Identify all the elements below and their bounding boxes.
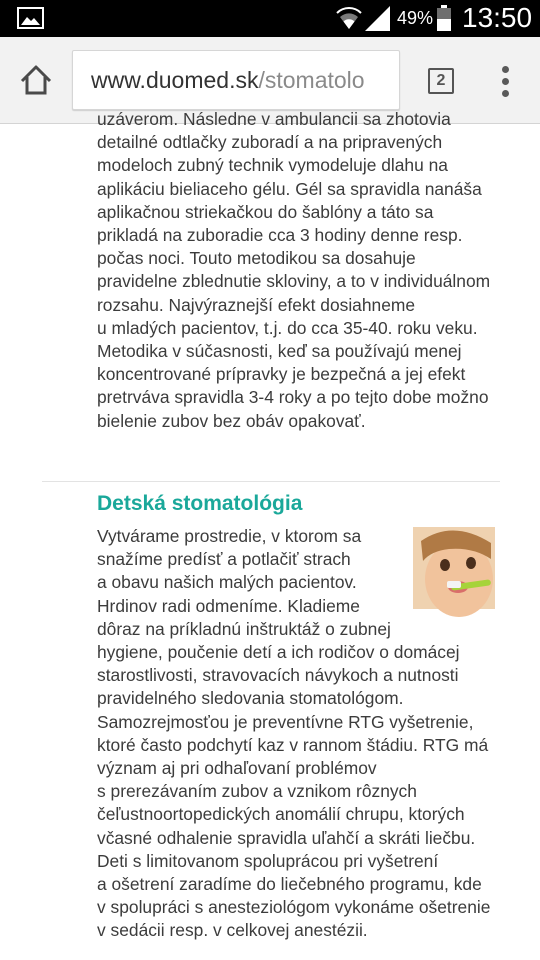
- text-line: bielenie zubov bez obáv opakovať.: [97, 410, 366, 431]
- text-line: v spolupráci s anesteziológom vykonáme ošetrenie: [97, 897, 491, 918]
- clock: 13:50: [462, 2, 533, 33]
- text-line: a obavu našich malých pacientov.: [97, 572, 357, 593]
- text-line: aplikačnou striekačkou do šablóny a táto sa: [97, 201, 434, 222]
- text-line: Metodika v súčasnosti, keď sa používajú menej: [97, 341, 462, 362]
- text-line: pretrváva spravidla 3-4 roky a po tejto dobe možno: [97, 387, 489, 408]
- text-line: aplikáciu bieliaceho gélu. Gél sa spravidla nanáša: [97, 178, 482, 199]
- text-line: Vytvárame prostredie, v ktorom sa: [97, 526, 362, 546]
- text-line: hygiene, poučenie detí a ich rodičov o domácej: [97, 642, 460, 663]
- signal-icon: [364, 6, 390, 31]
- url-text: [91, 66, 365, 94]
- text-line: Hrdinov radi odmeníme. Kladieme: [97, 595, 360, 616]
- text-line: pravidelne zblednutie skloviny, a to v individuálnom: [97, 271, 491, 292]
- home-icon[interactable]: [18, 62, 54, 98]
- text-line: včasné odhalenie spravidla uľahčí a skráti liečbu.: [97, 827, 476, 848]
- page-content: [0, 109, 540, 960]
- battery-percentage: 49%: [397, 8, 434, 28]
- text-line: dôraz na príkladnú inštruktáž o zubnej: [97, 618, 391, 639]
- text-line: koncentrované prípravky je bezpečná a jej efekt: [97, 364, 466, 385]
- text-line: a ošetrení zaradíme do liečebného programu, kde: [97, 874, 482, 895]
- text-line: pravidelného sledovania stomatológom.: [97, 688, 404, 709]
- text-line: ktoré často podchytí kaz v rannom štádiu. RTG má: [97, 734, 489, 755]
- section-divider: [42, 481, 500, 482]
- pediatric-paragraph: [97, 525, 507, 943]
- text-line: u mladých pacientov, t.j. do cca 35-40. roku veku.: [97, 317, 478, 338]
- text-line: uzáverom. Následne v ambulancii sa zhotovia: [97, 109, 451, 129]
- section-title: Detská stomatológia: [97, 492, 303, 515]
- text-line: Deti s limitovanom spoluprácou pri vyšetrení: [97, 850, 439, 871]
- url-bar[interactable]: [72, 50, 400, 110]
- text-line: s prerezávaním zubov a vznikom rôznych: [97, 781, 417, 802]
- text-line: rozsahu. Najvýraznejší efekt dosiahneme: [97, 294, 416, 315]
- text-line: snažíme predísť a potlačiť strach: [97, 549, 351, 570]
- overflow-menu-icon[interactable]: [492, 61, 520, 101]
- text-line: detailné odtlačky zuboradí a na pripravených: [97, 132, 443, 153]
- url-path: /stomatolo: [258, 67, 365, 93]
- tabs-icon[interactable]: 2: [428, 68, 454, 94]
- text-line: počas noci. Touto metodikou sa dosahuje: [97, 248, 416, 269]
- text-line: starostlivosti, stravovacích návykoch a nutnosti: [97, 665, 459, 686]
- text-line: modeloch zubný technik vymodeluje dlahu na: [97, 155, 448, 176]
- text-line: význam aj pri odhaľovaní problémov: [97, 758, 377, 779]
- wifi-icon: [336, 5, 362, 31]
- whitening-paragraph: [97, 108, 507, 433]
- gallery-icon: [17, 7, 44, 29]
- text-line: Samozrejmosťou je preventívne RTG vyšetrenie,: [97, 711, 474, 732]
- battery-icon: [436, 5, 452, 32]
- url-host: www.duomed.sk: [91, 67, 259, 93]
- text-line: čeľustnoortopedických anomálií chrupu, ktorých: [97, 804, 465, 825]
- text-line: v sedácii resp. v celkovej anestézii.: [97, 920, 368, 941]
- status-bar: [0, 0, 540, 37]
- text-line: prikladá na zuboradie cca 3 hodiny denne resp.: [97, 225, 463, 246]
